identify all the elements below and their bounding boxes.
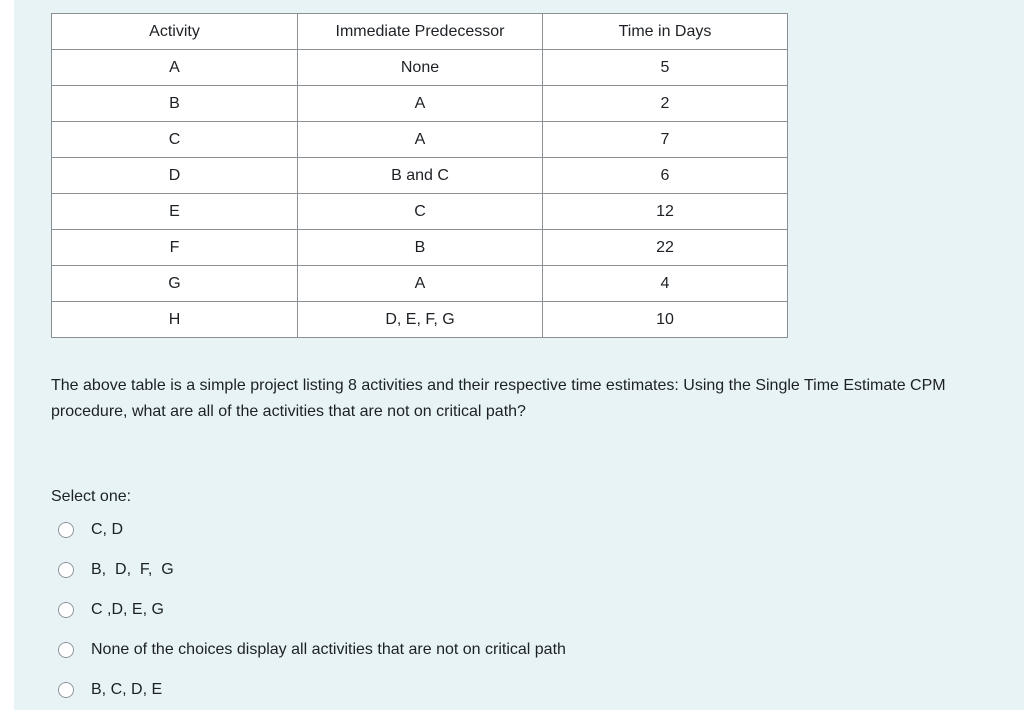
answer-option-5[interactable]: [58, 670, 566, 710]
predecessor-cell: A: [298, 86, 543, 122]
column-header-activity: Activity: [52, 14, 298, 50]
answer-option-label[interactable]: None of the choices display all activities that are not on critical path: [91, 641, 566, 658]
radio-button-icon[interactable]: [58, 602, 74, 618]
answer-option-label[interactable]: C, D: [91, 521, 123, 538]
table-row: [52, 230, 788, 266]
answer-options: [58, 510, 566, 710]
predecessor-cell: A: [298, 122, 543, 158]
time-cell: 10: [543, 302, 788, 338]
answer-option-4[interactable]: [58, 630, 566, 670]
activity-table: [51, 13, 788, 338]
answer-option-label[interactable]: C ,D, E, G: [91, 601, 164, 618]
activity-cell: B: [52, 86, 298, 122]
radio-button-icon[interactable]: [58, 682, 74, 698]
table-row: [52, 194, 788, 230]
time-cell: 12: [543, 194, 788, 230]
answer-option-1[interactable]: [58, 510, 566, 550]
time-cell: 6: [543, 158, 788, 194]
radio-button-icon[interactable]: [58, 562, 74, 578]
table-row: [52, 50, 788, 86]
table-row: [52, 266, 788, 302]
predecessor-cell: D, E, F, G: [298, 302, 543, 338]
answer-option-2[interactable]: [58, 550, 566, 590]
question-text: The above table is a simple project listing 8 activities and their respective time estimates: Using the Single Time Estimate CPM procedure, what are all of the activities that are not on critical path?: [51, 377, 946, 420]
predecessor-cell: C: [298, 194, 543, 230]
activity-cell: D: [52, 158, 298, 194]
activity-cell: G: [52, 266, 298, 302]
predecessor-cell: B and C: [298, 158, 543, 194]
predecessor-cell: A: [298, 266, 543, 302]
table-row: [52, 158, 788, 194]
radio-button-icon[interactable]: [58, 642, 74, 658]
activity-cell: H: [52, 302, 298, 338]
activity-cell: E: [52, 194, 298, 230]
select-one-label: Select one:: [51, 488, 132, 505]
table-row: [52, 86, 788, 122]
activity-cell: F: [52, 230, 298, 266]
time-cell: 2: [543, 86, 788, 122]
radio-button-icon[interactable]: [58, 522, 74, 538]
table-header-row: [52, 14, 788, 50]
answer-option-label[interactable]: B, C, D, E: [91, 681, 163, 698]
activity-cell: A: [52, 50, 298, 86]
predecessor-cell: None: [298, 50, 543, 86]
table-row: [52, 122, 788, 158]
column-header-predecessor: Immediate Predecessor: [298, 14, 543, 50]
time-cell: 4: [543, 266, 788, 302]
question-panel: [14, 0, 1024, 710]
activity-cell: C: [52, 122, 298, 158]
time-cell: 22: [543, 230, 788, 266]
answer-option-label[interactable]: B, D, F, G: [91, 561, 174, 578]
answer-option-3[interactable]: [58, 590, 566, 630]
time-cell: 7: [543, 122, 788, 158]
time-cell: 5: [543, 50, 788, 86]
column-header-time: Time in Days: [543, 14, 788, 50]
table-row: [52, 302, 788, 338]
predecessor-cell: B: [298, 230, 543, 266]
